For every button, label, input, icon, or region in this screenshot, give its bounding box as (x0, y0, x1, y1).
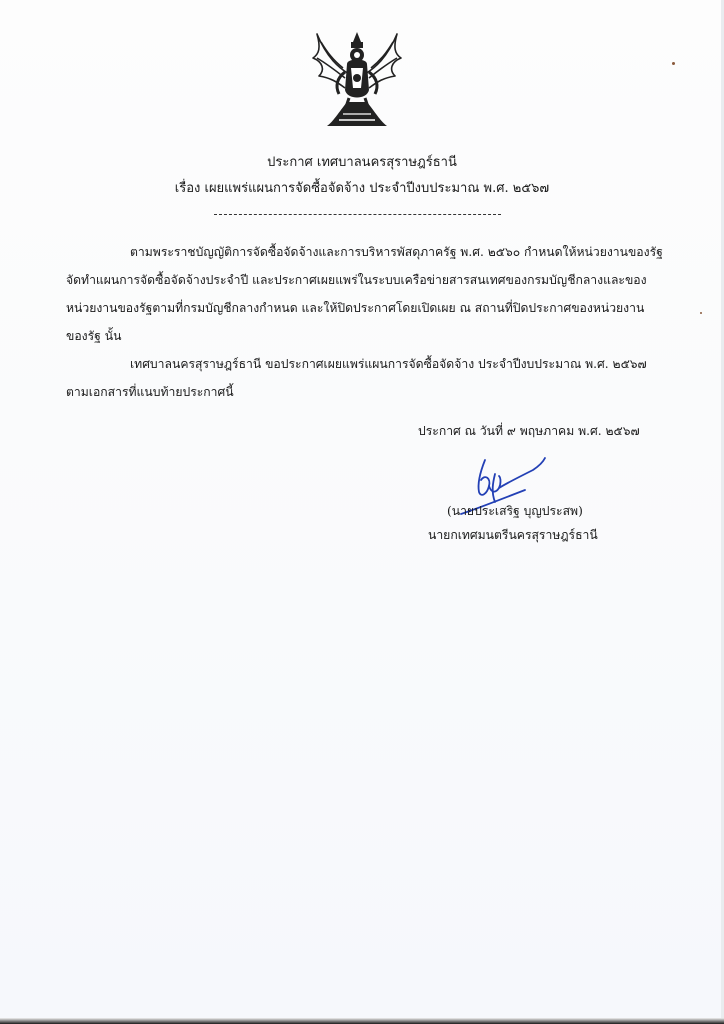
announcement-date: ประกาศ ณ วันที่ ๙ พฤษภาคม พ.ศ. ๒๕๖๗ (418, 424, 640, 438)
announcement-header (0, 150, 724, 202)
garuda-emblem-icon (309, 28, 405, 130)
announcement-body (66, 238, 663, 406)
announcement-title: ประกาศ เทศบาลนครสุราษฎร์ธานี (267, 155, 457, 170)
announcement-subject: เรื่อง เผยแพร่แผนการจัดซื้อจัดจ้าง ประจำปีงบประมาณ พ.ศ. ๒๕๖๗ (174, 181, 550, 196)
dashed-divider (214, 214, 501, 215)
paragraph-2-line-2: ตามเอกสารที่แนบท้ายประกาศนี้ (66, 385, 234, 399)
paragraph-1-line-3: หน่วยงานของรัฐตามที่กรมบัญชีกลางกำหนด และให้ปิดประกาศโดยเปิดเผย ณ สถานที่ปิดประกาศของหน่วยงาน (66, 301, 645, 315)
paragraph-1-line-4: ของรัฐ นั้น (66, 329, 122, 343)
paragraph-1-line-2: จัดทำแผนการจัดซื้อจัดจ้างประจำปี และประกาศเผยแพร่ในระบบเครือข่ายสารสนเทศของกรมบัญชีกลางและของ (66, 273, 647, 287)
paragraph-1-line-1: ตามพระราชบัญญัติการจัดซื้อจัดจ้างและการบริหารพัสดุภาครัฐ พ.ศ. ๒๕๖๐ กำหนดให้หน่วยงานของรัฐ (130, 245, 663, 259)
signer-title: นายกเทศมนตรีนครสุราษฎร์ธานี (428, 528, 598, 542)
scan-edge-bottom (0, 1018, 724, 1024)
scan-speck (672, 62, 675, 65)
paragraph-2-line-1: เทศบาลนครสุราษฎร์ธานี ขอประกาศเผยแพร่แผนการจัดซื้อจัดจ้าง ประจำปีงบประมาณ พ.ศ. ๒๕๖๗ (130, 357, 647, 371)
signer-name: (นายประเสริฐ บุญประสพ) (447, 504, 583, 518)
scan-speck (700, 312, 702, 314)
